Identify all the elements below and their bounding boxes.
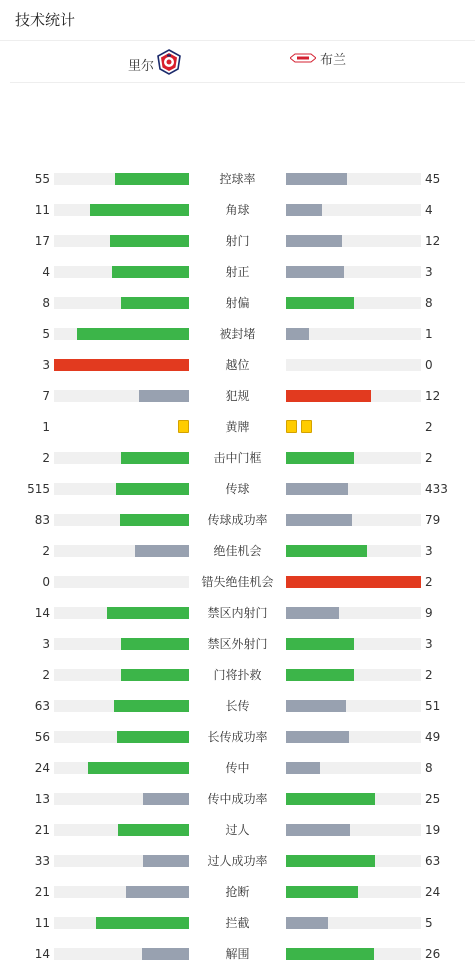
lille-crest-icon — [156, 49, 182, 79]
home-stat-bar-track — [54, 545, 189, 557]
away-stat-bar-track — [286, 204, 421, 216]
stat-label: 击中门框 — [213, 451, 262, 465]
away-stat-bar-track — [286, 700, 421, 712]
home-stat-bar-fill — [96, 917, 189, 929]
away-stat-value: 51 — [425, 699, 441, 713]
stat-row — [0, 536, 475, 567]
stat-row — [0, 381, 475, 412]
away-stat-bar-track — [286, 266, 421, 278]
away-stat-bar-fill — [286, 793, 375, 805]
away-stat-bar-track — [286, 235, 421, 247]
away-stat-bar-fill — [286, 576, 421, 588]
stat-row — [0, 505, 475, 536]
home-stat-value: 21 — [34, 885, 50, 899]
away-stat-bar-track — [286, 173, 421, 185]
stat-row — [0, 939, 475, 970]
stat-row — [0, 753, 475, 784]
stat-row — [0, 784, 475, 815]
away-stat-bar-track — [286, 948, 421, 960]
home-stat-value: 13 — [34, 792, 50, 806]
away-stat-bar-track — [286, 390, 421, 402]
team-header — [10, 41, 465, 83]
stat-label: 绝佳机会 — [213, 544, 262, 558]
home-stat-value: 56 — [34, 730, 50, 744]
stat-label: 控球率 — [219, 172, 256, 186]
stat-row — [0, 226, 475, 257]
away-stat-value: 2 — [425, 668, 433, 682]
away-stat-bar-fill — [286, 545, 367, 557]
home-stat-bar-track — [54, 514, 189, 526]
stat-label: 传球成功率 — [207, 513, 268, 527]
stat-label: 传中 — [225, 761, 250, 775]
home-stat-bar-fill — [142, 948, 189, 960]
away-stat-bar-fill — [286, 917, 328, 929]
home-stat-bar-fill — [121, 452, 189, 464]
home-stat-bar-track — [54, 328, 189, 340]
stat-row — [0, 350, 475, 381]
home-stat-bar-fill — [139, 390, 189, 402]
stat-label: 射正 — [225, 265, 250, 279]
stat-row — [0, 319, 475, 350]
stat-label: 过人成功率 — [207, 854, 268, 868]
home-stat-value: 14 — [34, 947, 50, 961]
stat-label: 禁区外射门 — [207, 637, 268, 651]
home-stat-bar-fill — [112, 266, 189, 278]
away-stat-bar-track — [286, 669, 421, 681]
away-stat-bar-fill — [286, 669, 354, 681]
stat-row — [0, 908, 475, 939]
stat-row — [0, 722, 475, 753]
away-stat-bar-fill — [286, 948, 374, 960]
away-stat-value: 45 — [425, 172, 441, 186]
stat-label: 射偏 — [225, 296, 250, 310]
home-stat-value: 3 — [42, 358, 50, 372]
stat-label: 拦截 — [225, 916, 250, 930]
away-stat-value: 12 — [425, 234, 441, 248]
home-stat-bar-track — [54, 297, 189, 309]
home-stat-bar-fill — [118, 824, 189, 836]
stat-row — [0, 598, 475, 629]
away-stat-value: 19 — [425, 823, 441, 837]
away-stat-value: 79 — [425, 513, 441, 527]
stat-row — [0, 815, 475, 846]
stat-row — [0, 567, 475, 598]
away-stat-bar-track — [286, 452, 421, 464]
home-stat-value: 11 — [34, 203, 50, 217]
away-stat-bar-track — [286, 824, 421, 836]
away-stat-value: 49 — [425, 730, 441, 744]
stat-label: 过人 — [225, 823, 250, 837]
away-stat-bar-track — [286, 545, 421, 557]
away-stat-bar-track — [286, 731, 421, 743]
stat-label: 犯规 — [225, 389, 250, 403]
away-stat-bar-track — [286, 917, 421, 929]
away-stat-value: 433 — [425, 482, 448, 496]
home-stat-bar-track — [54, 483, 189, 495]
home-stat-value: 8 — [42, 296, 50, 310]
home-stat-value: 0 — [42, 575, 50, 589]
away-team[interactable] — [290, 49, 346, 68]
away-stat-bar-track — [286, 359, 421, 371]
home-stat-value: 63 — [34, 699, 50, 713]
away-stat-bar-track — [286, 793, 421, 805]
home-stat-bar-track — [54, 762, 189, 774]
home-stat-value: 83 — [34, 513, 50, 527]
away-stat-bar-fill — [286, 638, 354, 650]
home-stat-bar-fill — [114, 700, 189, 712]
away-stat-value: 8 — [425, 761, 433, 775]
away-stat-bar-track — [286, 297, 421, 309]
page-title: 技术统计 — [0, 0, 475, 41]
home-stat-bar-fill — [117, 731, 189, 743]
away-stat-value: 63 — [425, 854, 441, 868]
home-stat-bar-track — [54, 266, 189, 278]
away-stat-value: 5 — [425, 916, 433, 930]
yellow-card-icon — [301, 420, 312, 433]
home-stat-bar-track — [54, 824, 189, 836]
away-stat-value: 8 — [425, 296, 433, 310]
away-stat-bar-track — [286, 762, 421, 774]
home-stat-bar-fill — [110, 235, 189, 247]
away-stat-bar-track — [286, 855, 421, 867]
home-stat-bar-fill — [143, 793, 189, 805]
home-stat-bar-fill — [121, 669, 189, 681]
yellow-card-icon — [286, 420, 297, 433]
home-stat-bar-track — [54, 948, 189, 960]
home-stat-bar-fill — [120, 514, 189, 526]
home-stat-value: 2 — [42, 544, 50, 558]
home-stat-value: 2 — [42, 451, 50, 465]
home-stat-value: 17 — [34, 234, 50, 248]
home-stat-bar-fill — [88, 762, 189, 774]
away-stat-bar-fill — [286, 452, 354, 464]
home-stat-value: 4 — [42, 265, 50, 279]
home-stat-value: 7 — [42, 389, 50, 403]
home-stat-bar-track — [54, 390, 189, 402]
away-stat-value: 24 — [425, 885, 441, 899]
stat-row — [0, 257, 475, 288]
stat-label: 长传成功率 — [207, 730, 268, 744]
home-stat-bar-track — [54, 855, 189, 867]
stat-row — [0, 877, 475, 908]
home-stat-value: 515 — [27, 482, 50, 496]
home-stat-value: 24 — [34, 761, 50, 775]
yellow-card-icon — [178, 420, 189, 433]
stat-label: 禁区内射门 — [207, 606, 268, 620]
away-stat-bar-fill — [286, 731, 349, 743]
stat-label: 错失绝佳机会 — [201, 575, 274, 589]
stat-row — [0, 412, 475, 443]
home-stat-bar-fill — [121, 638, 189, 650]
home-stat-bar-fill — [121, 297, 189, 309]
stat-label: 抢断 — [225, 885, 250, 899]
home-stat-bar-track — [54, 731, 189, 743]
away-stat-bar-fill — [286, 328, 309, 340]
home-stat-bar-track — [54, 638, 189, 650]
stat-label: 解围 — [225, 947, 250, 961]
away-stat-value: 3 — [425, 637, 433, 651]
home-stat-bar-track — [54, 793, 189, 805]
home-stat-value: 33 — [34, 854, 50, 868]
away-stat-bar-fill — [286, 483, 348, 495]
home-stat-bar-fill — [135, 545, 189, 557]
home-stat-bar-fill — [115, 173, 189, 185]
away-stat-bar-fill — [286, 173, 347, 185]
away-stat-value: 2 — [425, 420, 433, 434]
stat-label: 传中成功率 — [207, 792, 268, 806]
stat-label: 角球 — [225, 203, 250, 217]
home-stat-bar-fill — [54, 359, 189, 371]
stat-row — [0, 629, 475, 660]
home-stat-bar-fill — [143, 855, 189, 867]
home-stat-bar-fill — [107, 607, 189, 619]
home-stat-bar-track — [54, 700, 189, 712]
away-stat-bar-track — [286, 483, 421, 495]
home-stat-value: 21 — [34, 823, 50, 837]
home-stat-bar-track — [54, 917, 189, 929]
away-stat-value: 0 — [425, 358, 433, 372]
stat-label: 传球 — [225, 482, 250, 496]
home-stat-value: 5 — [42, 327, 50, 341]
home-stat-bar-track — [54, 452, 189, 464]
home-stat-value: 55 — [34, 172, 50, 186]
away-stat-value: 2 — [425, 451, 433, 465]
away-stat-bar-track — [286, 514, 421, 526]
away-stat-bar-fill — [286, 762, 320, 774]
away-stat-bar-fill — [286, 390, 371, 402]
stat-row — [0, 288, 475, 319]
home-stat-value: 11 — [34, 916, 50, 930]
away-stat-bar-fill — [286, 607, 339, 619]
away-stat-bar-fill — [286, 514, 352, 526]
away-yellow-cards — [286, 420, 312, 433]
away-stat-value: 1 — [425, 327, 433, 341]
home-stat-bar-track — [54, 669, 189, 681]
stat-label: 门将扑救 — [213, 668, 262, 682]
away-stat-bar-fill — [286, 235, 342, 247]
home-stat-bar-track — [54, 173, 189, 185]
away-stat-bar-fill — [286, 204, 322, 216]
home-stat-bar-fill — [90, 204, 189, 216]
stat-label: 长传 — [225, 699, 250, 713]
away-stat-bar-fill — [286, 266, 344, 278]
home-stat-bar-track — [54, 204, 189, 216]
home-team[interactable] — [128, 49, 182, 79]
away-stat-value: 12 — [425, 389, 441, 403]
home-stat-value: 3 — [42, 637, 50, 651]
away-stat-value: 9 — [425, 606, 433, 620]
away-stat-bar-track — [286, 638, 421, 650]
stat-label: 射门 — [225, 234, 250, 248]
away-stat-value: 3 — [425, 544, 433, 558]
away-stat-value: 25 — [425, 792, 441, 806]
home-stat-value: 1 — [42, 420, 50, 434]
away-stat-bar-track — [286, 328, 421, 340]
stat-row — [0, 443, 475, 474]
away-stat-bar-track — [286, 607, 421, 619]
away-team-name: 布兰 — [320, 53, 347, 68]
home-yellow-cards — [178, 420, 189, 433]
home-stat-bar-track — [54, 576, 189, 588]
away-stat-bar-fill — [286, 855, 375, 867]
away-stat-bar-fill — [286, 824, 350, 836]
stat-label: 黄牌 — [225, 420, 250, 434]
stat-row — [0, 195, 475, 226]
home-stat-bar-track — [54, 235, 189, 247]
away-stat-value: 26 — [425, 947, 441, 961]
stat-row — [0, 164, 475, 195]
away-stat-value: 2 — [425, 575, 433, 589]
stat-label: 被封堵 — [219, 327, 256, 341]
stat-label: 越位 — [225, 358, 250, 372]
away-stat-value: 3 — [425, 265, 433, 279]
away-stat-value: 4 — [425, 203, 433, 217]
home-stat-bar-track — [54, 607, 189, 619]
home-stat-value: 2 — [42, 668, 50, 682]
stat-row — [0, 474, 475, 505]
away-stat-bar-fill — [286, 700, 346, 712]
home-stat-bar-fill — [77, 328, 189, 340]
stat-row — [0, 691, 475, 722]
away-stat-bar-fill — [286, 297, 354, 309]
brest-logo-icon — [290, 49, 316, 68]
stat-row — [0, 846, 475, 877]
home-stat-bar-track — [54, 359, 189, 371]
home-stat-bar-fill — [116, 483, 189, 495]
stat-row — [0, 660, 475, 691]
home-team-name: 里尔 — [127, 58, 154, 74]
away-stat-bar-track — [286, 576, 421, 588]
home-stat-value: 14 — [34, 606, 50, 620]
